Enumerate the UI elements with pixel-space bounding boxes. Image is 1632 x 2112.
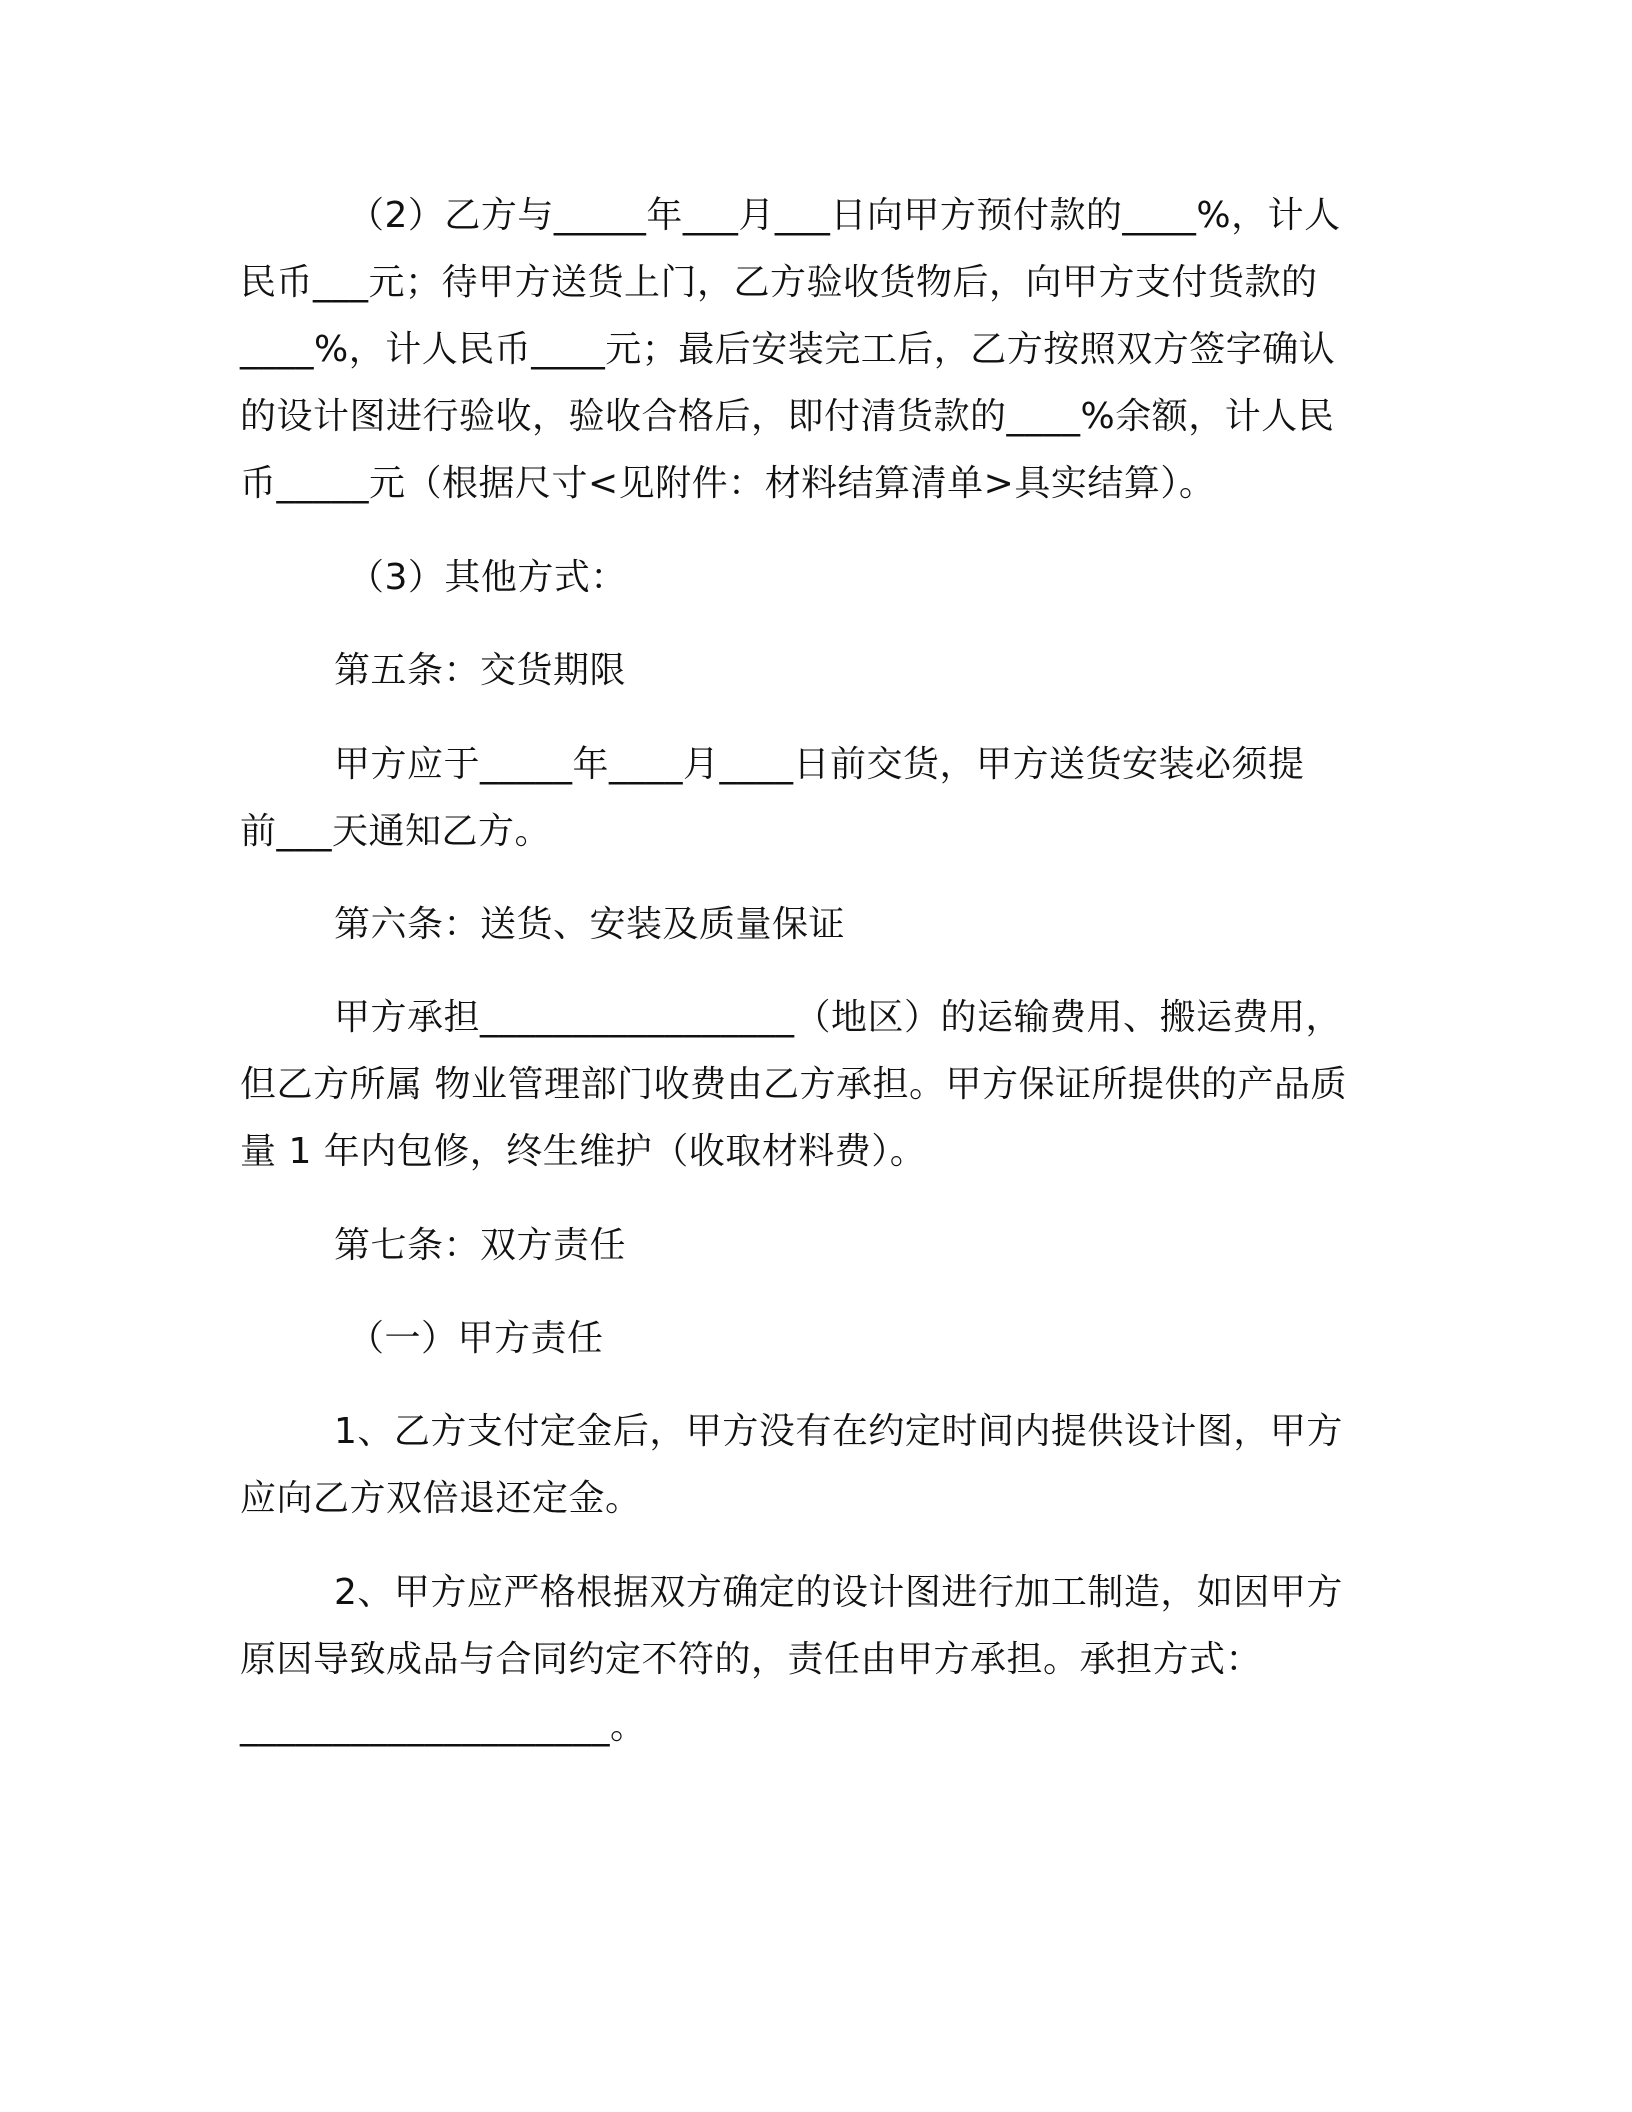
article-6-heading: 第六条：送货、安装及质量保证 — [334, 904, 846, 945]
article-5-text-line-2: 前___天通知乙方。 — [240, 811, 552, 852]
payment-clause-2-line-1: （2）乙方与_____年___月___日向甲方预付款的____%，计人 — [348, 195, 1341, 236]
responsibility-1-line-1: 1、乙方支付定金后，甲方没有在约定时间内提供设计图，甲方 — [334, 1411, 1343, 1452]
responsibility-2-line-3: ____________________。 — [240, 1706, 647, 1747]
responsibility-2-line-2: 原因导致成品与合同约定不符的，责任由甲方承担。承担方式： — [240, 1639, 1263, 1680]
payment-clause-2-line-3: ____%，计人民币____元；最后安装完工后，乙方按照双方签字确认 — [240, 329, 1336, 370]
article-6-text-line-2: 但乙方所属 物业管理部门收费由乙方承担。甲方保证所提供的产品质 — [240, 1064, 1347, 1105]
responsibility-1-line-2: 应向乙方双倍退还定金。 — [240, 1478, 642, 1519]
payment-clause-2-line-5: 币_____元（根据尺寸<见附件：材料结算清单>具实结算）。 — [240, 463, 1216, 504]
party-a-responsibility-heading: （一）甲方责任 — [348, 1318, 604, 1359]
article-7-heading: 第七条：双方责任 — [334, 1225, 627, 1266]
payment-clause-2-line-4: 的设计图进行验收，验收合格后，即付清货款的____%余额，计人民 — [240, 396, 1335, 437]
responsibility-2-line-1: 2、甲方应严格根据双方确定的设计图进行加工制造，如因甲方 — [334, 1572, 1343, 1613]
payment-clause-3: （3）其他方式： — [348, 557, 627, 598]
payment-clause-2-line-2: 民币___元；待甲方送货上门，乙方验收货物后，向甲方支付货款的 — [240, 262, 1318, 303]
article-6-text-line-3: 量 1 年内包修，终生维护（收取材料费）。 — [240, 1131, 927, 1172]
article-5-text-line-1: 甲方应于_____年____月____日前交货，甲方送货安装必须提 — [334, 744, 1305, 785]
article-5-heading: 第五条：交货期限 — [334, 650, 627, 691]
article-6-text-line-1: 甲方承担_________________（地区）的运输费用、搬运费用， — [334, 997, 1343, 1038]
